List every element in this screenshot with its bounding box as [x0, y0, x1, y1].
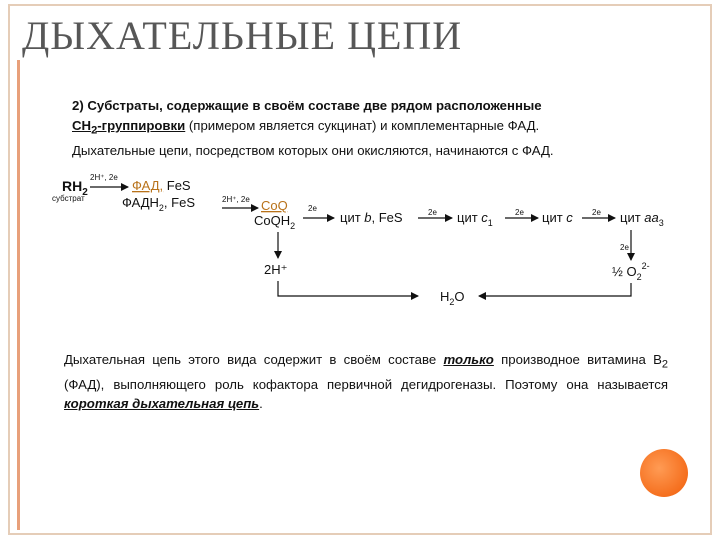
- substrate-label: $RH_2$: [62, 178, 88, 198]
- intro-group-suffix: -группировки: [97, 118, 186, 133]
- conclusion-emphasis-only: только: [443, 352, 494, 367]
- cyt-c1-label: цит $c_1$: [457, 210, 493, 228]
- water-label: $H_2O$: [440, 289, 465, 307]
- conclusion-paragraph: [64, 350, 668, 413]
- intro-group-prefix: CH: [72, 118, 92, 133]
- intro-line3: Дыхательные цепи, посредством которых они окисляются, начинаются с ФАД.: [72, 142, 554, 158]
- cyt-c-label: цит c: [542, 210, 573, 225]
- cyt-aa3-label: цит $aa_3$: [620, 210, 664, 228]
- fad-label: ФАД, FeS: [132, 178, 191, 193]
- conclusion-emphasis-short-chain: короткая дыхательная цепь: [64, 395, 260, 411]
- arrow7-label: 2e: [620, 243, 629, 252]
- coqh2-label: CoQH$_2$: [254, 213, 296, 231]
- cyt-b-label: цит b, FeS: [340, 210, 403, 225]
- intro-lead: 2) Субстраты, содержащие в своём составе две рядом расположенные: [72, 98, 542, 113]
- conclusion-b2-sub: 2: [661, 358, 668, 371]
- intro-group-sub: 2: [91, 124, 98, 137]
- arrow4-label: 2e: [428, 208, 437, 217]
- arrow-oxygen-water: [479, 283, 631, 296]
- arrow6-label: 2e: [592, 208, 601, 217]
- intro-example: (примером является сукцинат) и комплементарные ФАД.: [185, 118, 540, 133]
- conclusion-text-1: Дыхательная цепь этого вида содержит в своём составе: [64, 352, 444, 367]
- arrow1-label: 2H⁺, 2e: [90, 173, 118, 182]
- slide-title: ДЫХАТЕЛЬНЫЕ ЦЕПИ: [22, 13, 463, 58]
- conclusion-text-2: производное витамина B: [493, 352, 662, 367]
- oxygen-label: ½ $O_2^{2-}$: [612, 261, 650, 282]
- arrow-protons-water: [278, 281, 418, 296]
- conclusion-text-4: .: [259, 395, 263, 411]
- fadh2-label: $ФАДН_2$, FeS: [122, 195, 195, 213]
- coq-label: CoQ: [261, 198, 288, 213]
- arrow5-label: 2e: [515, 208, 524, 217]
- arrow2-label: 2H⁺, 2e: [222, 195, 250, 204]
- conclusion-text-3: (ФАД), выполняющего роль кофактора первичной дегидрогеназы. Поэтому она называется: [64, 376, 668, 392]
- arrow3-label: 2e: [308, 204, 317, 213]
- decorative-orange-circle: [640, 449, 688, 497]
- substrate-caption: субстрат: [52, 194, 85, 203]
- protons-label: 2H⁺: [264, 262, 288, 277]
